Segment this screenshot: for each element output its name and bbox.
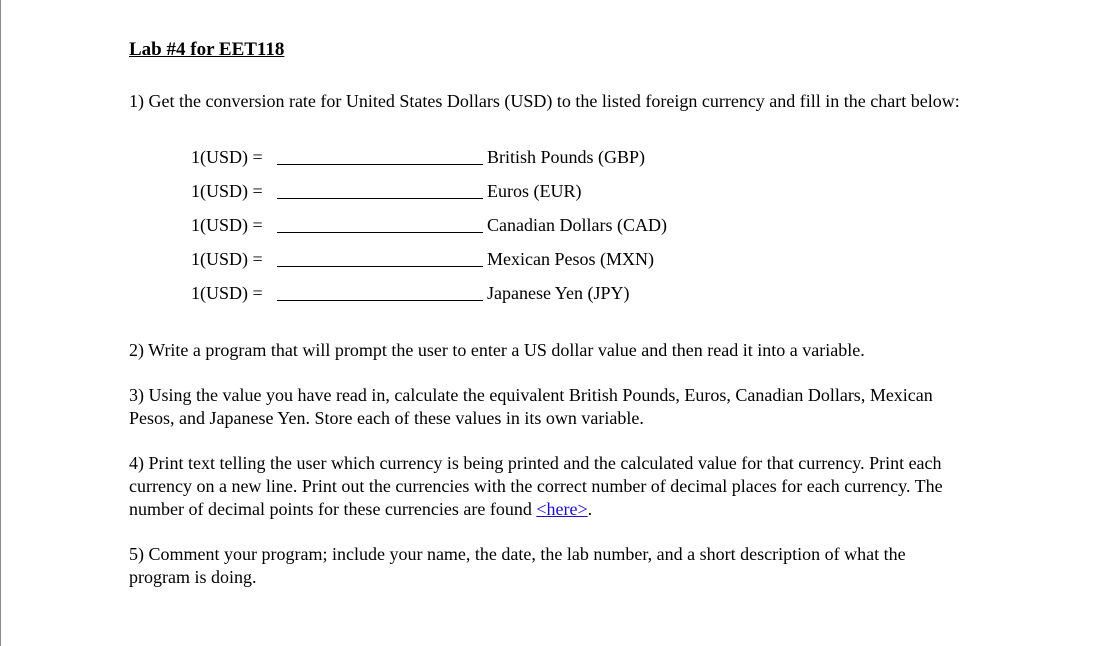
conversion-chart: [191, 135, 751, 305]
fill-in-blank: [277, 198, 483, 199]
chart-row-lhs: 1(USD) =: [191, 283, 263, 303]
chart-row-currency: Mexican Pesos (MXN): [487, 249, 654, 269]
lab-title: Lab #4 for EET118: [129, 39, 285, 60]
chart-row-currency: Japanese Yen (JPY): [487, 283, 630, 303]
question-1: 1) Get the conversion rate for United States Dollars (USD) to the listed foreign currency and fill in the chart below:: [129, 91, 960, 111]
fill-in-blank: [277, 232, 483, 233]
chart-row-lhs: 1(USD) =: [191, 147, 263, 167]
chart-row-jpy: [191, 271, 751, 305]
question-4-text: 4) Print text telling the user which currency is being printed and the calculated value for that currency. Print each currency on a new line. Print out the currencies with the correct number of decimal places for each currency. The number of decimal points for these currencies are found: [129, 453, 943, 519]
fill-in-blank: [277, 164, 483, 165]
chart-row-currency: British Pounds (GBP): [487, 147, 646, 167]
chart-row-gbp: [191, 135, 751, 169]
page-left-border: [0, 0, 1, 646]
question-2: 2) Write a program that will prompt the user to enter a US dollar value and then read it into a variable.: [129, 340, 865, 360]
chart-row-currency: Euros (EUR): [487, 181, 582, 201]
document-body: [129, 38, 969, 589]
chart-row-lhs: 1(USD) =: [191, 215, 263, 235]
question-5: 5) Comment your program; include your name, the date, the lab number, and a short description of what the program is doing.: [129, 544, 906, 587]
chart-row-lhs: 1(USD) =: [191, 181, 263, 201]
chart-row-currency: Canadian Dollars (CAD): [487, 215, 667, 235]
question-3: 3) Using the value you have read in, calculate the equivalent British Pounds, Euros, Canadian Dollars, Mexican Pesos, and Japanese Yen. Store each of these values in its own variable.: [129, 385, 933, 428]
chart-row-cad: [191, 203, 751, 237]
question-4: [129, 452, 969, 521]
chart-row-mxn: [191, 237, 751, 271]
fill-in-blank: [277, 266, 483, 267]
fill-in-blank: [277, 300, 483, 301]
here-link[interactable]: <here>: [536, 499, 588, 519]
question-4-period: .: [587, 499, 593, 519]
chart-row-eur: [191, 169, 751, 203]
chart-row-lhs: 1(USD) =: [191, 249, 263, 269]
